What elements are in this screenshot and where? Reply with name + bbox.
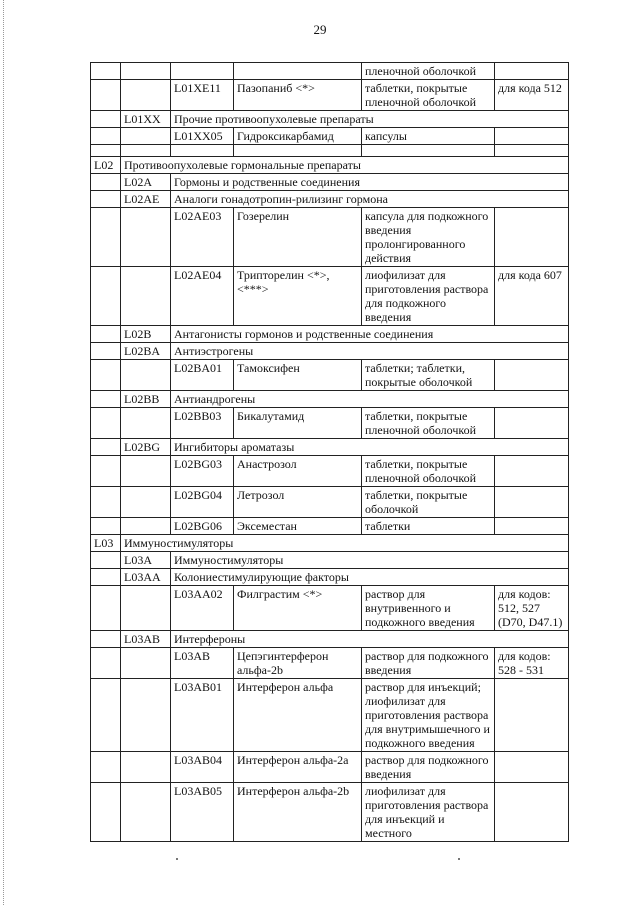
atc-code-cell: L01XX05 — [171, 128, 234, 145]
atc-code-cell: L03AA02 — [171, 586, 234, 631]
atc-code-cell: L03AB05 — [171, 783, 234, 842]
note-cell — [495, 518, 569, 535]
note-cell: для кодов: 528 - 531 — [495, 648, 569, 679]
level1-cell — [91, 439, 121, 456]
note-cell — [495, 208, 569, 267]
atc-code-cell — [171, 63, 234, 80]
group-code-cell: L03A — [121, 552, 171, 569]
drug-name-cell: Пазопаниб <*> — [234, 80, 362, 111]
table-row — [91, 267, 569, 326]
group-code-cell: L02AE — [121, 191, 171, 208]
dosage-form-cell: таблетки, покрытые пленочной оболочкой — [362, 80, 495, 111]
level1-cell — [91, 569, 121, 586]
level2-cell — [121, 63, 171, 80]
empty-cell — [121, 145, 171, 157]
table-row — [91, 157, 569, 174]
group-code-cell: L02 — [91, 157, 121, 174]
dosage-form-cell: пленочной оболочкой — [362, 63, 495, 80]
level1-cell — [91, 487, 121, 518]
atc-code-cell: L02BB03 — [171, 408, 234, 439]
dosage-form-cell: раствор для инъекций; лиофилизат для приготовления раствора для внутримышечного и подкожного введения — [362, 679, 495, 752]
table-row — [91, 343, 569, 360]
note-cell — [495, 360, 569, 391]
drug-name-cell: Летрозол — [234, 487, 362, 518]
dosage-form-cell: лиофилизат для приготовления раствора для подкожного введения — [362, 267, 495, 326]
level1-cell — [91, 456, 121, 487]
level2-cell — [121, 80, 171, 111]
table-row — [91, 174, 569, 191]
group-code-cell: L02BA — [121, 343, 171, 360]
scan-margin-line — [3, 0, 5, 905]
group-name-cell: Прочие противоопухолевые препараты — [171, 111, 569, 128]
table-row — [91, 552, 569, 569]
level1-cell — [91, 552, 121, 569]
drug-name-cell: Бикалутамид — [234, 408, 362, 439]
empty-cell — [91, 145, 121, 157]
note-cell — [495, 783, 569, 842]
table-row — [91, 439, 569, 456]
empty-cell — [495, 145, 569, 157]
drug-name-cell: Филграстим <*> — [234, 586, 362, 631]
drug-name-cell: Гозерелин — [234, 208, 362, 267]
drug-name-cell: Гидроксикарбамид — [234, 128, 362, 145]
dosage-form-cell: таблетки, покрытые оболочкой — [362, 487, 495, 518]
table-row — [91, 391, 569, 408]
note-cell: для кода 607 — [495, 267, 569, 326]
drug-name-cell: Цепэгинтерферон альфа-2b — [234, 648, 362, 679]
table-row — [91, 408, 569, 439]
level1-cell — [91, 80, 121, 111]
group-name-cell: Противоопухолевые гормональные препараты — [121, 157, 569, 174]
note-cell — [495, 128, 569, 145]
table-row — [91, 569, 569, 586]
atc-code-cell: L03AB — [171, 648, 234, 679]
table-row — [91, 631, 569, 648]
dosage-form-cell: лиофилизат для приготовления раствора для инъекций и местного — [362, 783, 495, 842]
empty-cell — [362, 145, 495, 157]
atc-code-cell: L02AE03 — [171, 208, 234, 267]
level2-cell — [121, 128, 171, 145]
atc-code-cell: L02BG06 — [171, 518, 234, 535]
table-row — [91, 80, 569, 111]
group-code-cell: L02A — [121, 174, 171, 191]
dosage-form-cell: раствор для подкожного введения — [362, 752, 495, 783]
drug-name-cell: Интерферон альфа-2а — [234, 752, 362, 783]
dosage-form-cell: капсула для подкожного введения пролонгированного действия — [362, 208, 495, 267]
level1-cell — [91, 391, 121, 408]
atc-code-cell: L02BG03 — [171, 456, 234, 487]
level1-cell — [91, 63, 121, 80]
note-cell — [495, 487, 569, 518]
level2-cell — [121, 208, 171, 267]
level2-cell — [121, 783, 171, 842]
atc-code-cell: L03AB01 — [171, 679, 234, 752]
note-cell — [495, 63, 569, 80]
drug-name-cell: Интерферон альфа-2b — [234, 783, 362, 842]
level2-cell — [121, 752, 171, 783]
level1-cell — [91, 408, 121, 439]
table-row — [91, 487, 569, 518]
drug-table — [90, 62, 569, 842]
table-row — [91, 456, 569, 487]
empty-cell — [234, 145, 362, 157]
drug-name-cell: Интерферон альфа — [234, 679, 362, 752]
table-row — [91, 111, 569, 128]
group-name-cell: Иммуностимуляторы — [121, 535, 569, 552]
table-row — [91, 191, 569, 208]
table-row — [91, 518, 569, 535]
note-cell — [495, 408, 569, 439]
group-name-cell: Колониестимулирующие факторы — [171, 569, 569, 586]
level1-cell — [91, 111, 121, 128]
group-code-cell: L02B — [121, 326, 171, 343]
scan-dot — [458, 858, 460, 860]
group-name-cell: Иммуностимуляторы — [171, 552, 569, 569]
table-row — [91, 586, 569, 631]
atc-code-cell: L02AE04 — [171, 267, 234, 326]
level1-cell — [91, 267, 121, 326]
level1-cell — [91, 191, 121, 208]
level2-cell — [121, 456, 171, 487]
dosage-form-cell: капсулы — [362, 128, 495, 145]
note-cell — [495, 679, 569, 752]
table-row — [91, 752, 569, 783]
table-row — [91, 783, 569, 842]
group-name-cell: Ингибиторы ароматазы — [171, 439, 569, 456]
level1-cell — [91, 679, 121, 752]
group-name-cell: Интерфероны — [171, 631, 569, 648]
group-name-cell: Гормоны и родственные соединения — [171, 174, 569, 191]
group-name-cell: Антиэстрогены — [171, 343, 569, 360]
drug-name-cell: Тамоксифен — [234, 360, 362, 391]
table-row — [91, 326, 569, 343]
table-row — [91, 360, 569, 391]
group-code-cell: L03AB — [121, 631, 171, 648]
drug-name-cell — [234, 63, 362, 80]
level1-cell — [91, 783, 121, 842]
level1-cell — [91, 128, 121, 145]
group-code-cell: L03AA — [121, 569, 171, 586]
page-number: 29 — [313, 22, 327, 37]
level2-cell — [121, 586, 171, 631]
level1-cell — [91, 174, 121, 191]
level1-cell — [91, 343, 121, 360]
group-name-cell: Аналоги гонадотропин-рилизинг гормона — [171, 191, 569, 208]
dosage-form-cell: раствор для подкожного введения — [362, 648, 495, 679]
level2-cell — [121, 487, 171, 518]
level2-cell — [121, 648, 171, 679]
group-name-cell: Антиандрогены — [171, 391, 569, 408]
note-cell: для кода 512 — [495, 80, 569, 111]
empty-cell — [171, 145, 234, 157]
level1-cell — [91, 752, 121, 783]
dosage-form-cell: таблетки, покрытые пленочной оболочкой — [362, 408, 495, 439]
group-name-cell: Антагонисты гормонов и родственные соединения — [171, 326, 569, 343]
dosage-form-cell: таблетки; таблетки, покрытые оболочкой — [362, 360, 495, 391]
dosage-form-cell: таблетки, покрытые пленочной оболочкой — [362, 456, 495, 487]
table-row — [91, 679, 569, 752]
level1-cell — [91, 631, 121, 648]
level1-cell — [91, 586, 121, 631]
note-cell: для кодов: 512, 527 (D70, D47.1) — [495, 586, 569, 631]
level1-cell — [91, 208, 121, 267]
level1-cell — [91, 360, 121, 391]
note-cell — [495, 752, 569, 783]
group-code-cell: L03 — [91, 535, 121, 552]
drug-name-cell: Эксеместан — [234, 518, 362, 535]
table-row — [91, 145, 569, 157]
level2-cell — [121, 408, 171, 439]
atc-code-cell: L01XE11 — [171, 80, 234, 111]
table-row — [91, 648, 569, 679]
level2-cell — [121, 267, 171, 326]
table-row — [91, 128, 569, 145]
level1-cell — [91, 326, 121, 343]
atc-code-cell: L02BA01 — [171, 360, 234, 391]
atc-code-cell: L02BG04 — [171, 487, 234, 518]
table-row — [91, 63, 569, 80]
level1-cell — [91, 648, 121, 679]
group-code-cell: L02BB — [121, 391, 171, 408]
scan-dot — [176, 858, 178, 860]
table-row — [91, 535, 569, 552]
dosage-form-cell: раствор для внутривенного и подкожного введения — [362, 586, 495, 631]
note-cell — [495, 456, 569, 487]
dosage-form-cell: таблетки — [362, 518, 495, 535]
group-code-cell: L02BG — [121, 439, 171, 456]
drug-name-cell: Трипторелин <*>, <***> — [234, 267, 362, 326]
level1-cell — [91, 518, 121, 535]
drug-name-cell: Анастрозол — [234, 456, 362, 487]
atc-code-cell: L03AB04 — [171, 752, 234, 783]
table-row — [91, 208, 569, 267]
group-code-cell: L01XX — [121, 111, 171, 128]
level2-cell — [121, 518, 171, 535]
level2-cell — [121, 360, 171, 391]
level2-cell — [121, 679, 171, 752]
